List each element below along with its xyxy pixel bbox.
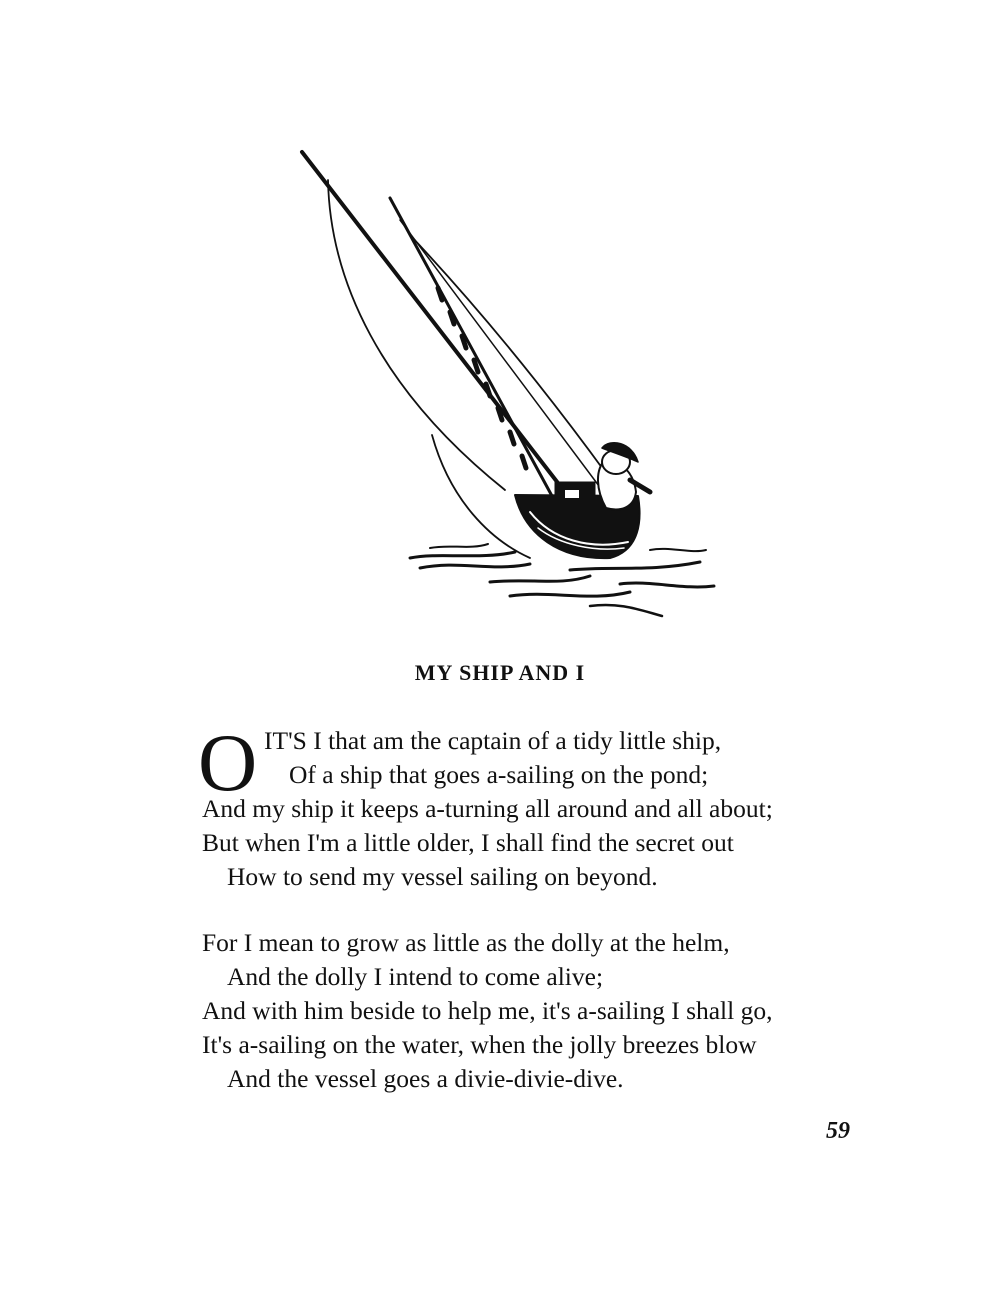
poem-line: Of a ship that goes a-sailing on the pond; bbox=[289, 760, 709, 789]
poem-line: How to send my vessel sailing on beyond. bbox=[227, 862, 658, 891]
poem-line: But when I'm a little older, I shall find the secret out bbox=[202, 828, 734, 857]
stanza-2 bbox=[202, 926, 842, 1096]
poem-line: And the dolly I intend to come alive; bbox=[227, 962, 604, 991]
poem-line: For I mean to grow as little as the dolly at the helm, bbox=[202, 928, 730, 957]
drop-cap: O bbox=[198, 717, 258, 808]
poem-body bbox=[198, 717, 842, 1096]
poem-line: And my ship it keeps a-turning all around and all about; bbox=[202, 794, 773, 823]
poem-line: It's a-sailing on the water, when the jolly breezes blow bbox=[202, 1030, 757, 1059]
poem-title: MY SHIP AND I bbox=[414, 660, 586, 685]
sailboat-illustration bbox=[290, 140, 730, 620]
page-number: 59 bbox=[826, 1118, 850, 1144]
poem-line: IT'S I that am the captain of a tidy little ship, bbox=[264, 726, 722, 755]
stanza-1 bbox=[198, 717, 842, 894]
poem-line: And with him beside to help me, it's a-sailing I shall go, bbox=[202, 996, 773, 1025]
poem-line: And the vessel goes a divie-divie-dive. bbox=[227, 1064, 624, 1093]
